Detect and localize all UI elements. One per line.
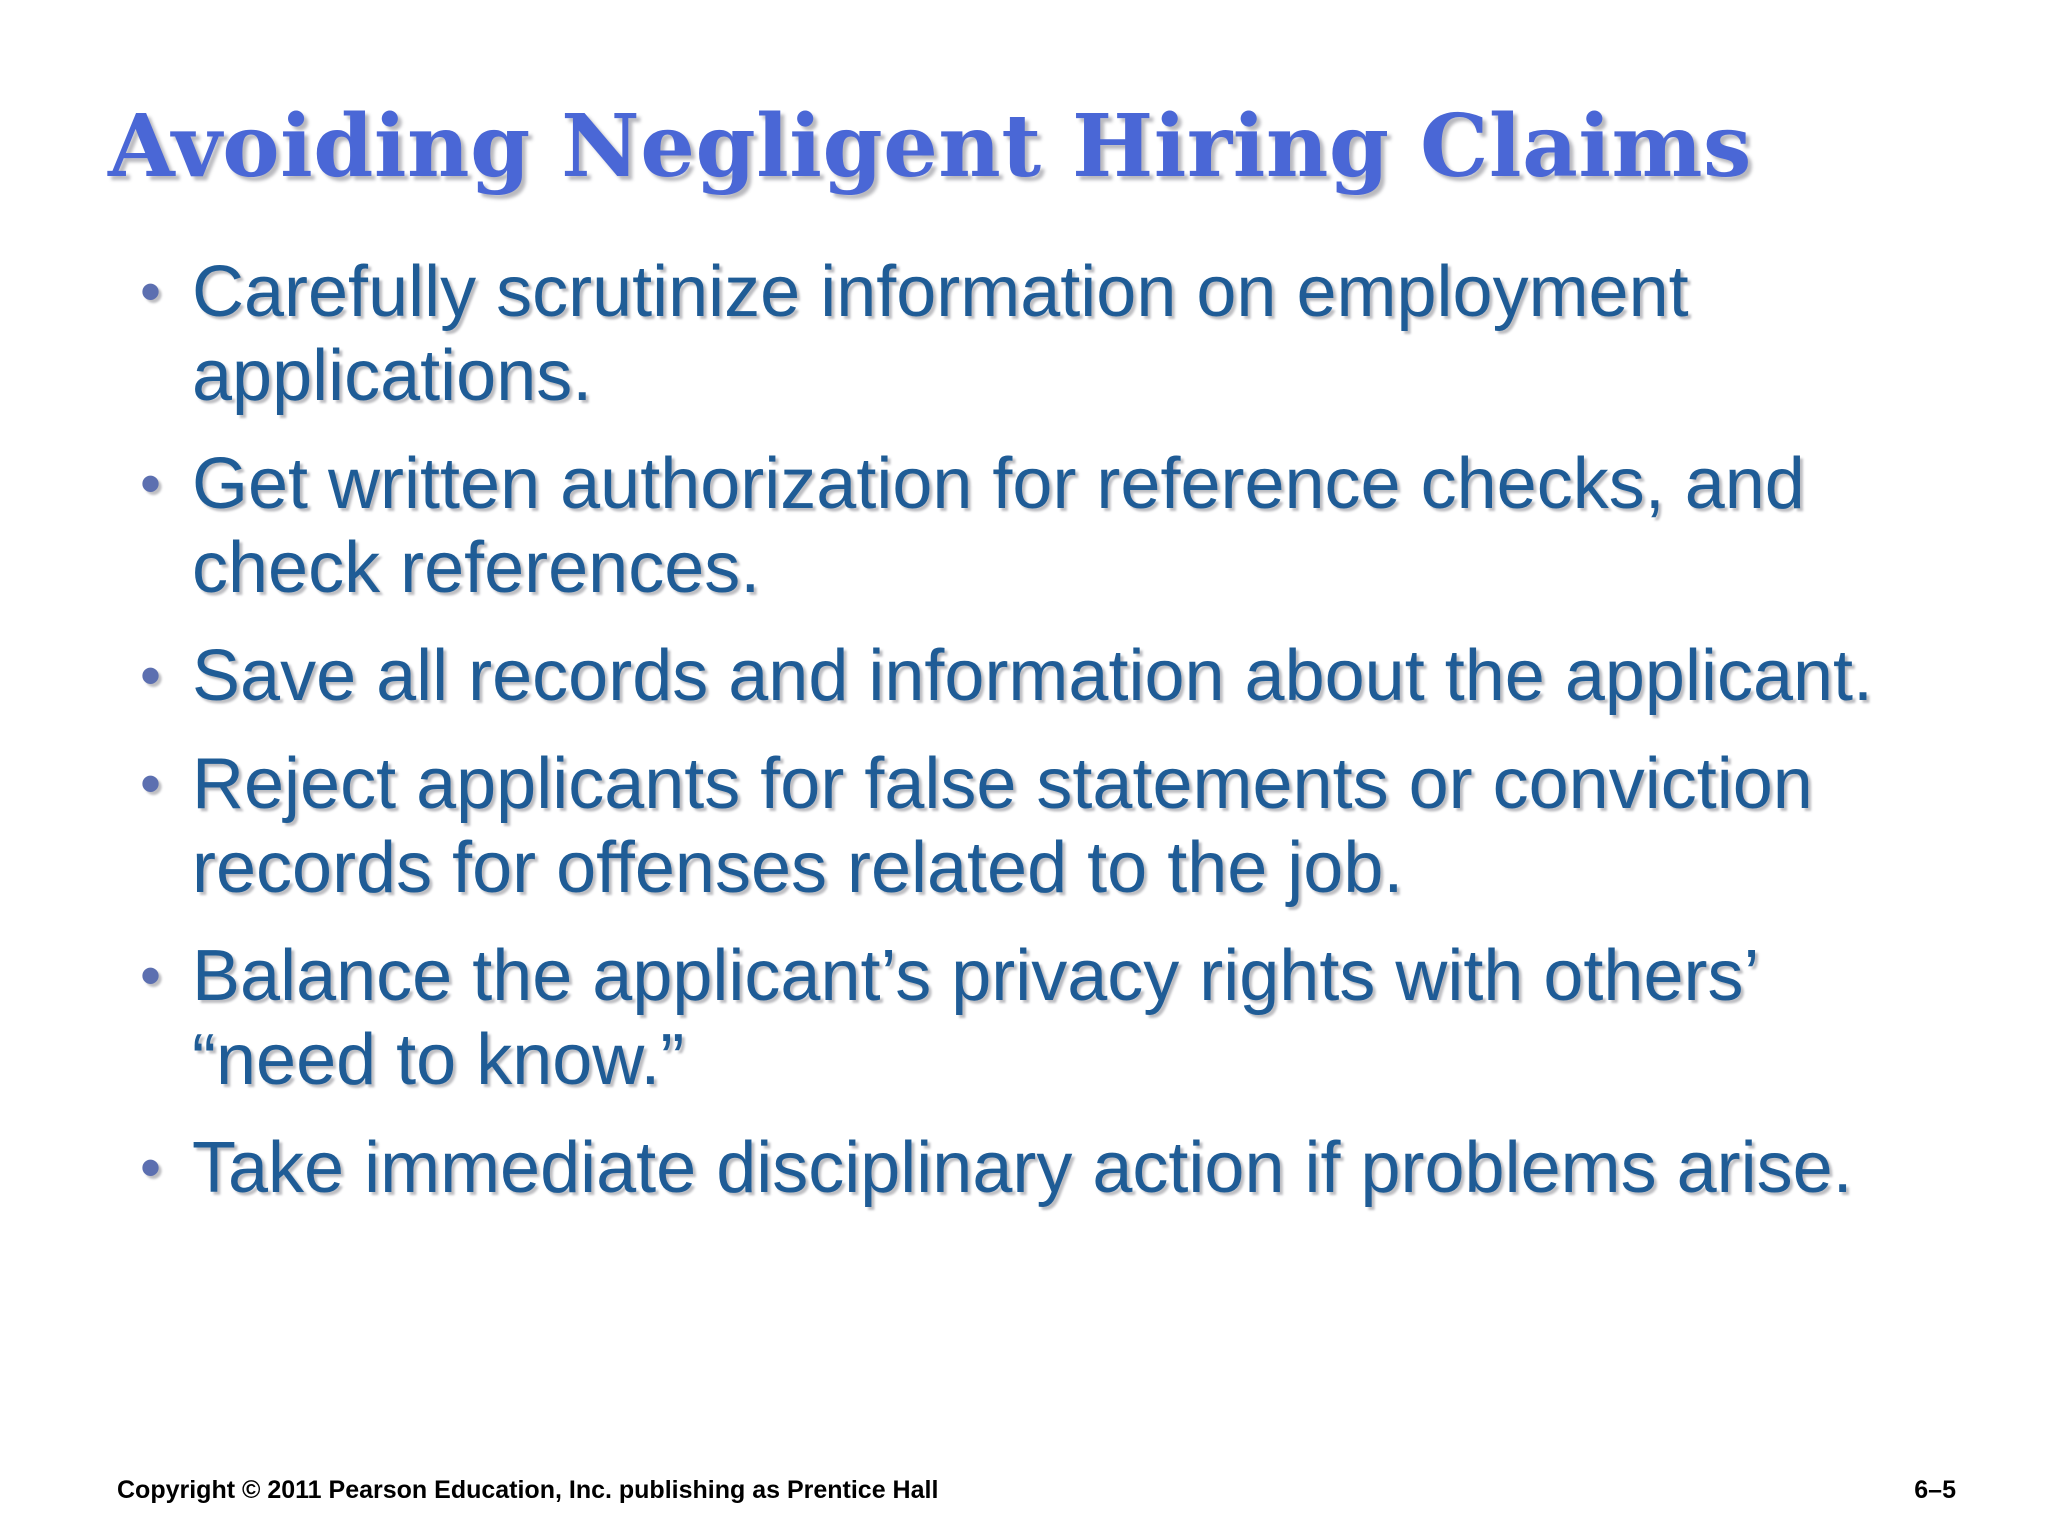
bullet-dot-icon: •: [140, 258, 162, 325]
bullet-item: [140, 742, 1900, 910]
bullet-item: [140, 250, 1900, 418]
bullet-text: Save all records and information about the applicant.: [192, 636, 1874, 716]
bullet-dot-icon: •: [140, 942, 162, 1009]
bullet-list: [140, 250, 1900, 1234]
bullet-dot-icon: •: [140, 642, 162, 709]
bullet-text: Reject applicants for false statements or conviction records for offenses related to the job.: [192, 744, 1813, 908]
bullet-text: Take immediate disciplinary action if problems arise.: [192, 1128, 1853, 1208]
bullet-dot-icon: •: [140, 1134, 162, 1201]
bullet-text: Balance the applicant’s privacy rights with others’ “need to know.”: [192, 936, 1757, 1100]
bullet-item: [140, 442, 1900, 610]
bullet-item: [140, 934, 1900, 1102]
slide-title: Avoiding Negligent Hiring Claims: [108, 96, 1752, 197]
bullet-dot-icon: •: [140, 450, 162, 517]
bullet-text: Get written authorization for reference checks, and check references.: [192, 444, 1805, 608]
bullet-item: [140, 1126, 1900, 1210]
copyright-footer: Copyright © 2011 Pearson Education, Inc. publishing as Prentice Hall: [117, 1476, 939, 1504]
bullet-dot-icon: •: [140, 750, 162, 817]
bullet-item: [140, 634, 1900, 718]
page-number: 6–5: [1914, 1476, 1956, 1504]
bullet-text: Carefully scrutinize information on employment applications.: [192, 252, 1689, 416]
